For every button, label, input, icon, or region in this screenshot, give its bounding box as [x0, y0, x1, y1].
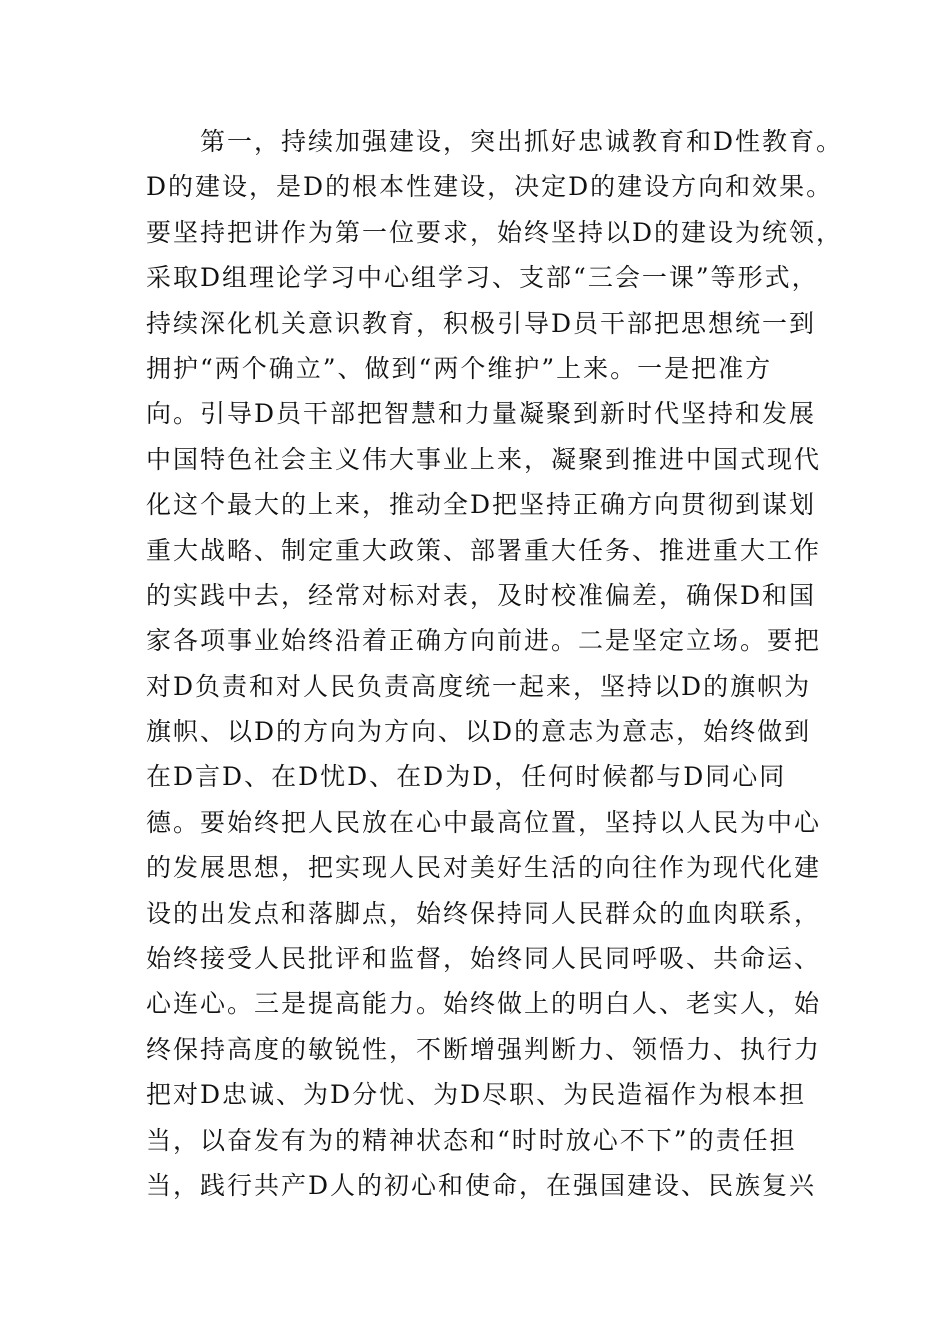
text-line: 向。引导D员干部把智慧和力量凝聚到新时代坚持和发展 [146, 399, 817, 429]
text-line: 重大战略、制定重大政策、部署重大任务、推进重大工作 [146, 535, 822, 565]
body-paragraph [146, 119, 846, 1208]
text-line: 设的出发点和落脚点，始终保持同人民群众的血肉联系， [146, 898, 822, 928]
text-line: 在D言D、在D忧D、在D为D，任何时候都与D同心同 [146, 762, 787, 792]
text-line: 持续深化机关意识教育，积极引导D员干部把思想统一到 [146, 308, 817, 338]
text-line: D的建设，是D的根本性建设，决定D的建设方向和效果。 [146, 172, 834, 202]
text-line: 拥护“两个确立”、做到“两个维护”上来。一是把准方 [146, 353, 773, 383]
text-line: 始终接受人民批评和监督，始终同人民同呼吸、共命运、 [146, 944, 822, 974]
text-line: 旗帜、以D的方向为方向、以D的意志为意志，始终做到 [146, 717, 812, 747]
text-line: 第一，持续加强建设，突出抓好忠诚教育和D性教育。 [146, 127, 844, 156]
text-line: 家各项事业始终沿着正确方向前进。二是坚定立场。要把 [146, 626, 822, 656]
text-line: 化这个最大的上来，推动全D把坚持正确方向贯彻到谋划 [146, 490, 817, 520]
text-line: 的实践中去，经常对标对表，及时校准偏差，确保D和国 [146, 580, 817, 610]
text-line: 德。要始终把人民放在心中最高位置，坚持以人民为中心 [146, 807, 822, 837]
text-line: 当，践行共产D人的初心和使命，在强国建设、民族复兴 [146, 1170, 817, 1200]
text-line: 中国特色社会主义伟大事业上来，凝聚到推进中国式现代 [146, 444, 822, 474]
text-line: 的发展思想，把实现人民对美好生活的向往作为现代化建 [146, 853, 822, 883]
text-line: 心连心。三是提高能力。始终做上的明白人、老实人，始 [146, 989, 822, 1019]
text-line: 要坚持把讲作为第一位要求，始终坚持以D的建设为统领， [146, 217, 844, 247]
text-line: 采取D组理论学习中心组学习、支部“三会一课”等形式， [146, 263, 819, 293]
text-line: 对D负责和对人民负责高度统一起来，坚持以D的旗帜为 [146, 671, 812, 701]
text-line: 把对D忠诚、为D分忧、为D尽职、为民造福作为根本担 [146, 1080, 807, 1110]
text-line: 终保持高度的敏锐性，不断增强判断力、领悟力、执行力 [146, 1034, 822, 1064]
text-line: 当，以奋发有为的精神状态和“时时放心不下”的责任担 [146, 1125, 797, 1155]
